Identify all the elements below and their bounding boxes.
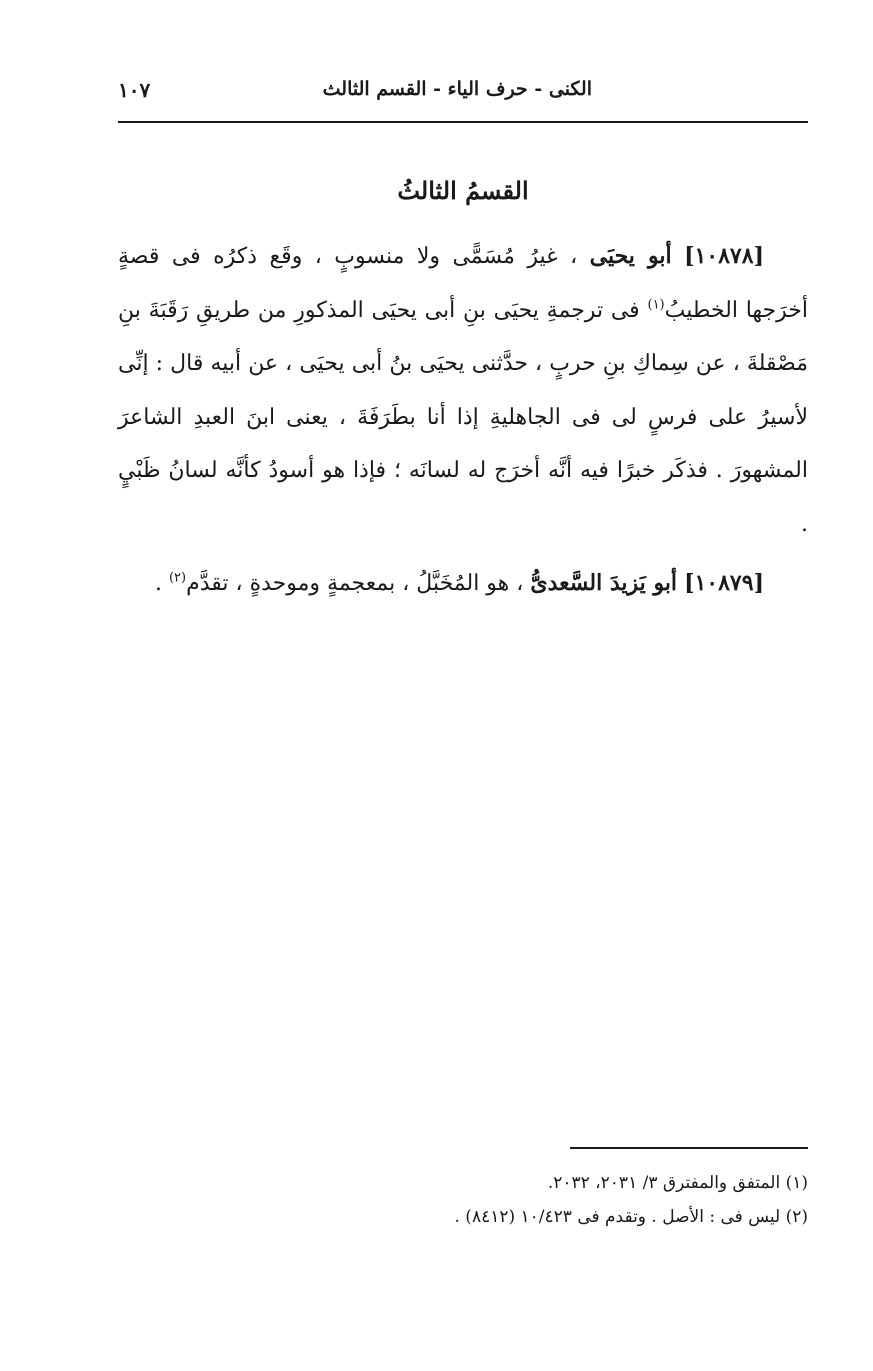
section-title: القسمُ الثالثُ — [397, 176, 529, 205]
entry-text: ، غيرُ مُسَمًّى ولا منسوبٍ ، وقَع ذكرُه فى قصةٍ أخرَجها الخطيبُ — [118, 244, 809, 323]
footnotes — [118, 1166, 808, 1234]
header-divider — [118, 121, 808, 123]
footnote-2: (٢) ليس فى : الأصل . وتقدم فى ١٠/٤٢٣ (٨٤١٢) . — [454, 1207, 808, 1227]
footnote-reference[interactable]: (١) — [647, 297, 665, 313]
entry-number: [١٠٨٧٨] — [684, 243, 764, 269]
entry-number: [١٠٨٧٩] — [684, 570, 764, 596]
main-text — [118, 230, 808, 611]
entry-name: أبو يحيَى — [589, 243, 672, 269]
footnote-reference[interactable]: (٢) — [168, 570, 187, 586]
page-number: ١٠٧ — [118, 78, 151, 102]
footnote-divider — [570, 1147, 808, 1149]
entry-name: أبو يَزيدَ السَّعدىُّ — [530, 570, 678, 596]
running-header — [118, 76, 808, 112]
entry-text: ، هو المُخَبَّلُ ، بمعجمةٍ وموحدةٍ ، تقدَّم — [186, 571, 524, 596]
entry-text: . — [154, 571, 162, 596]
entry-10879 — [118, 557, 808, 611]
footnote-1: (١) المتفق والمفترق ٣/ ٢٠٣١، ٢٠٣٢. — [547, 1173, 808, 1193]
entry-text: فى ترجمةِ يحيَى بنِ أبى يحيَى المذكورِ من طريقِ رَقَبَةَ بنِ مَصْقلةَ ، عن سِماكِ بنِ حربٍ ، حدَّثنى يحيَى بنُ أبى يحيَى ، عن أبيه قال : إنِّى لأسيرُ على فرسٍ لى فى الجاهليةِ إذا أنا بطَرَفَةَ ، يعنى ابنَ العبدِ الشاعرَ المشهورَ . فذكَر خبرًا فيه أنَّه أخرَج له لسانَه ؛ فإذا هو أسودُ كأنَّه لسانُ ظَبْيٍ . — [118, 297, 808, 537]
entry-10878 — [118, 230, 808, 551]
running-header-title: الكنى - حرف الياء - القسم الثالث — [322, 78, 592, 100]
